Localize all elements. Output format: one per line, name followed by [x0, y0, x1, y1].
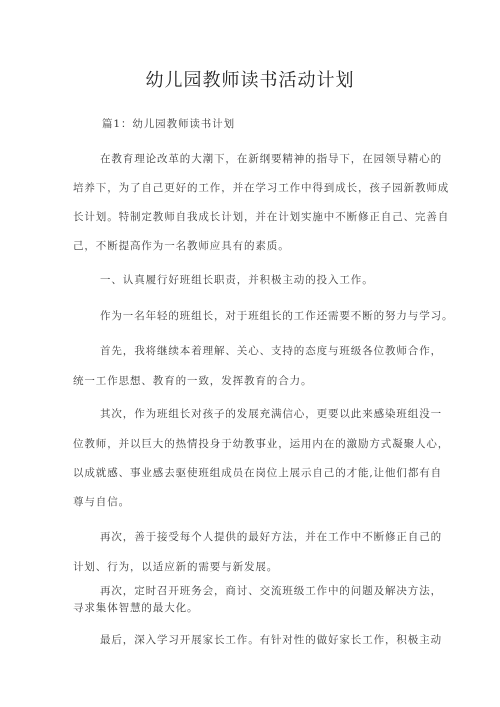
paragraph-line: 最后，深入学习开展家长工作。有针对性的做好家长工作，积极主动 [100, 634, 442, 646]
paragraph-line: 计划、行为，以适应新的需要与新发展。 [73, 561, 279, 573]
paragraph-line: 寻求集体智慧的最大化。 [73, 602, 199, 614]
paragraph-line: 位教师，并以巨大的热情投身于幼教事业，运用内在的激励方式凝聚人心， [73, 438, 450, 450]
paragraph-line: 一、认真履行好班组长职责，并积极主动的投入工作。 [100, 274, 374, 286]
paragraph-line: 在教育理论改革的大潮下，在新纲要精神的指导下，在园领导精心的 [100, 153, 442, 165]
paragraph-line: 统一工作思想、教育的一致，发挥教育的合力。 [73, 375, 313, 387]
paragraph-line: 尊与自信。 [73, 496, 130, 508]
section-subtitle: 篇1：幼儿园教师读书计划 [102, 118, 235, 130]
paragraph-line: 长计划。特制定教师自我成长计划，并在计划实施中不断修正自己、完善自 [73, 211, 450, 223]
paragraph-line: 培养下，为了自己更好的工作，并在学习工作中得到成长，孩子园新教师成 [73, 182, 450, 194]
paragraph-line: 再次，善于接受每个人提供的最好方法，并在工作中不断修正自己的 [100, 531, 442, 543]
paragraph-line: 其次，作为班组长对孩子的发展充满信心，更要以此来感染班组没一 [100, 408, 442, 420]
paragraph-line: 再次，定时召开班务会，商讨、交流班级工作中的问题及解决方法， [100, 585, 442, 597]
paragraph-line: 己，不断提高作为一名教师应具有的素质。 [73, 240, 290, 252]
paragraph-line: 作为一名年轻的班组长，对于班组长的工作还需要不断的努力与学习。 [100, 310, 454, 322]
document-title: 幼儿园教师读书活动计划 [145, 70, 355, 91]
paragraph-line: 以成就感、事业感去驱使班组成员在岗位上展示自己的才能,让他们都有自 [73, 467, 443, 479]
paragraph-line: 首先，我将继续本着理解、关心、支持的态度与班级各位教师合作， [100, 345, 442, 357]
